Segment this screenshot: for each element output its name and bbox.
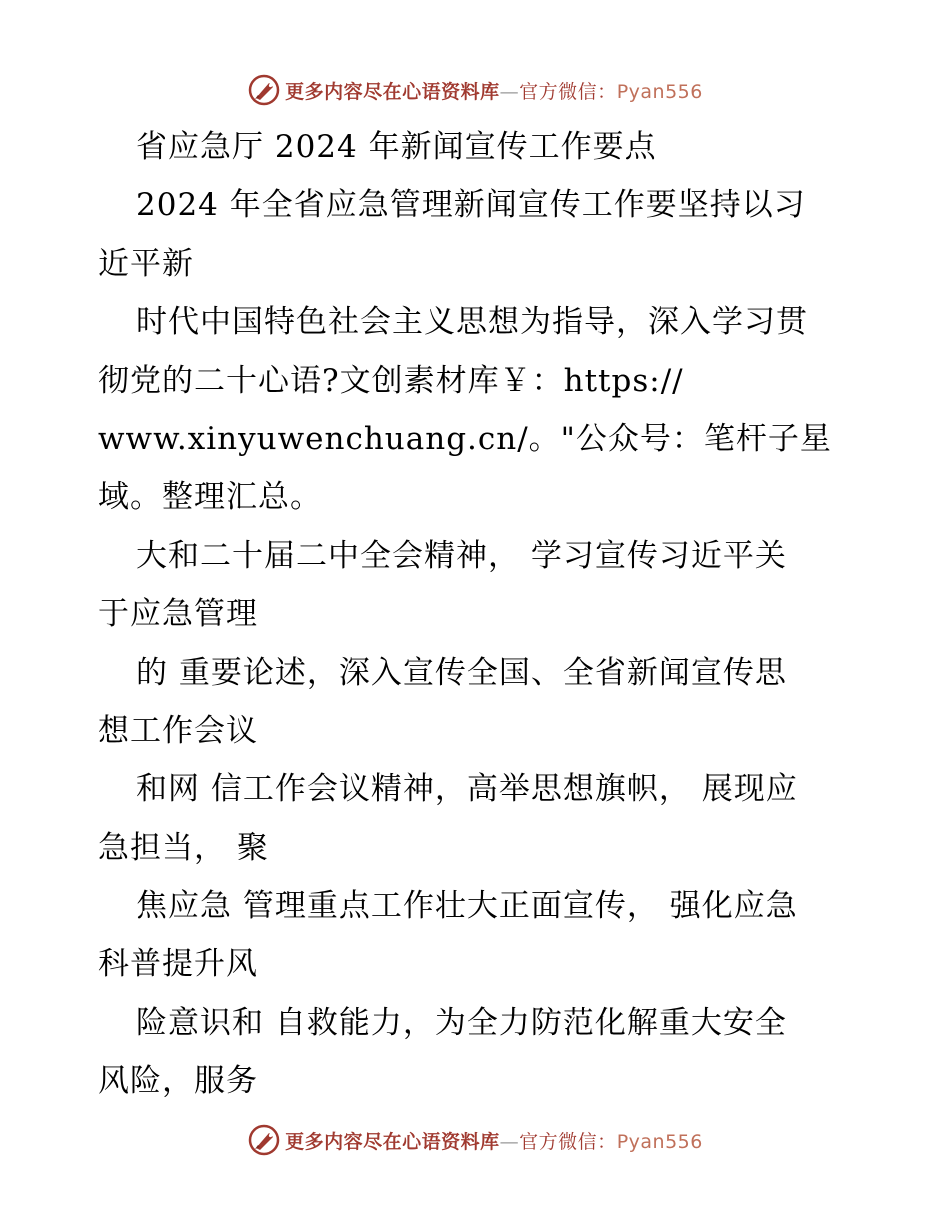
banner-suffix: 官方微信： bbox=[519, 80, 617, 103]
banner-text bbox=[285, 1127, 703, 1154]
doc-line: 域。整理汇总。 bbox=[98, 479, 322, 516]
doc-line: 急担当， 聚 bbox=[98, 829, 269, 866]
doc-line: 科普提升风 bbox=[98, 946, 258, 983]
doc-line: 于应急管理 bbox=[98, 596, 258, 633]
banner-account: Pyan556 bbox=[616, 80, 703, 103]
banner-brand: 更多内容尽在心语资料库 bbox=[285, 80, 500, 103]
doc-line: 险意识和 自救能力，为全力防范化解重大安全 bbox=[136, 1004, 787, 1041]
doc-line: 焦应急 管理重点工作壮大正面宣传， 强化应急 bbox=[136, 888, 798, 925]
banner-account: Pyan556 bbox=[616, 1130, 703, 1153]
doc-line: 的 重要论述，深入宣传全国、全省新闻宣传思 bbox=[136, 654, 787, 691]
pen-nib-logo-icon bbox=[247, 73, 281, 107]
banner-text bbox=[285, 77, 703, 104]
banner-brand: 更多内容尽在心语资料库 bbox=[285, 1130, 500, 1153]
doc-line: 时代中国特色社会主义思想为指导，深入学习贯 bbox=[136, 304, 808, 341]
doc-line: www.xinyuwenchuang.cn/。"公众号：笔杆子星 bbox=[98, 420, 832, 457]
doc-line: 近平新 bbox=[98, 245, 194, 282]
doc-line: 风险，服务 bbox=[98, 1063, 258, 1100]
doc-line: 2024 年全省应急管理新闻宣传工作要坚持以习 bbox=[136, 187, 806, 224]
doc-line: 大和二十届二中全会精神， 学习宣传习近平关 bbox=[136, 537, 787, 574]
banner-dash: — bbox=[499, 1130, 520, 1153]
footer-banner bbox=[0, 1120, 950, 1160]
document-body bbox=[98, 118, 858, 1111]
pen-nib-logo-icon bbox=[247, 1123, 281, 1157]
doc-line: 和网 信工作会议精神，高举思想旗帜， 展现应 bbox=[136, 771, 798, 808]
doc-title: 省应急厅 2024 年新闻宣传工作要点 bbox=[136, 129, 657, 165]
banner-suffix: 官方微信： bbox=[519, 1130, 617, 1153]
doc-line: 想工作会议 bbox=[98, 712, 258, 749]
banner-dash: — bbox=[499, 80, 520, 103]
doc-line: 彻党的二十心语?文创素材库￥：https:// bbox=[98, 362, 684, 399]
header-banner bbox=[0, 70, 950, 110]
